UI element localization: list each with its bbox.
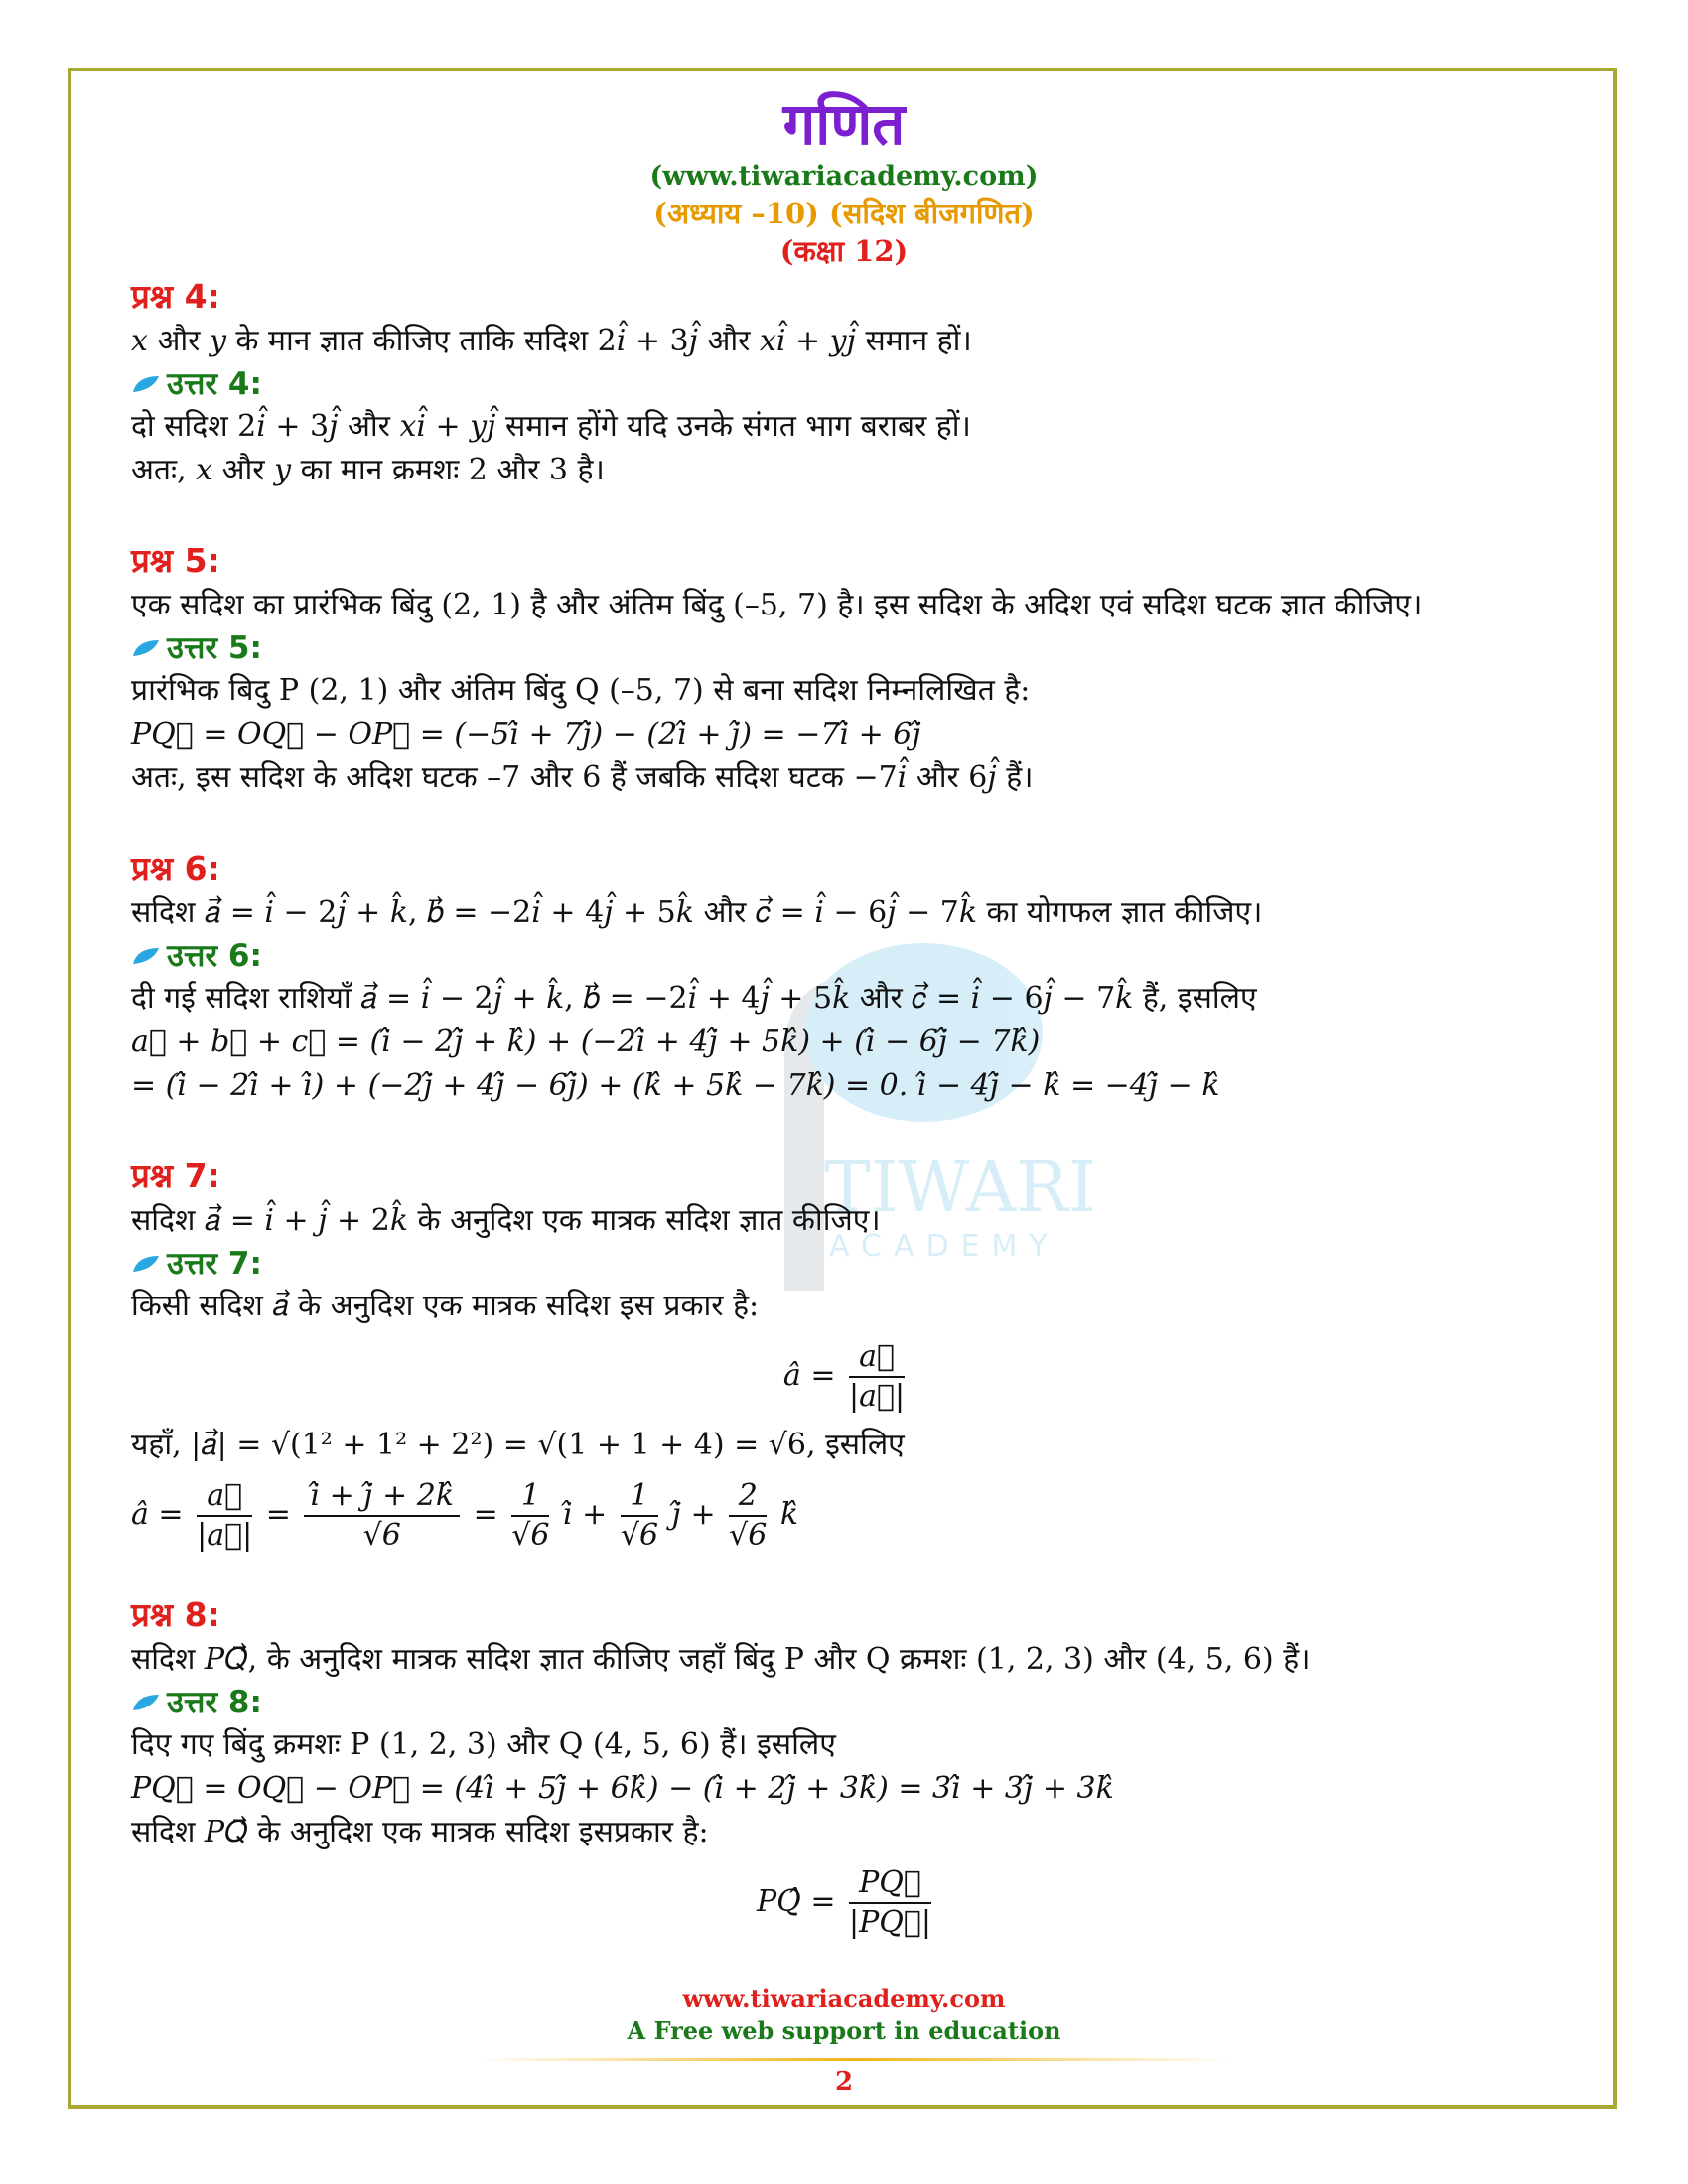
pq-formula-fraction: [849, 1864, 931, 1942]
watermark-sub: ACADEMY: [829, 1229, 1059, 1264]
page-footer: [0, 1983, 1688, 2047]
formula-denominator: |𝑎⃗|: [849, 1379, 906, 1414]
leaf-icon: [131, 374, 161, 394]
result-lhs: 𝑎̂ =: [131, 1497, 184, 1532]
answer-8-line-1: दिए गए बिंदु क्रमशः P (1, 2, 3) और Q (4, 5, 6) हैं। इसलिए: [131, 1727, 836, 1762]
answer-6-line-2: 𝑎⃗ + 𝑏⃗ + 𝑐⃗ = (𝑖̂ − 2𝑗̂ + 𝑘̂) + (−2𝑖̂ + 4𝑗̂ + 5𝑘̂) + (𝑖̂ − 6𝑗̂ − 7𝑘̂): [131, 1024, 1041, 1059]
result-fraction-3: [511, 1477, 549, 1555]
answer-6-line-1: दी गई सदिश राशियाँ 𝑎⃗ = 𝑖̂ − 2𝑗̂ + 𝑘̂, 𝑏⃗ = −2𝑖̂ + 4𝑗̂ + 5𝑘̂ और 𝑐⃗ = 𝑖̂ − 6𝑗̂ − 7𝑘̂ हैं, इसलिए: [131, 981, 1257, 1016]
result-eq-2: =: [473, 1497, 498, 1532]
answer-7-line-2: यहाँ, |𝑎⃗| = √(1² + 1² + 2²) = √(1 + 1 + 4) = √6, इसलिए: [131, 1428, 905, 1462]
answer-7-heading: [131, 1243, 1561, 1285]
question-8-label: प्रश्न 8:: [131, 1595, 220, 1634]
unit-vector-result: [131, 1467, 1561, 1563]
answer-7-line-1: किसी सदिश 𝑎⃗ के अनुदिश एक मात्रक सदिश इस प्रकार है:: [131, 1289, 760, 1323]
footer-tagline: A Free web support in education: [627, 2016, 1061, 2045]
page-header: [0, 89, 1688, 270]
question-7-text: सदिश 𝑎⃗ = 𝑖̂ + 𝑗̂ + 2𝑘̂ के अनुदिश एक मात्रक सदिश ज्ञात कीजिए।: [131, 1203, 881, 1238]
answer-4-heading: [131, 363, 1561, 405]
question-5-label: प्रश्न 5:: [131, 541, 220, 580]
result-f3-num: 1: [511, 1477, 549, 1517]
footer-website[interactable]: www.tiwariacademy.com: [682, 1984, 1006, 2013]
leaf-icon: [131, 1254, 161, 1274]
formula-fraction: [849, 1338, 905, 1416]
result-fraction-4: [621, 1477, 658, 1555]
answer-4-line-1: दो सदिश 2𝑖̂ + 3𝑗̂ और 𝑥𝑖̂ + 𝑦𝑗̂ समान होंगे यदि उनके संगत भाग बराबर हों।: [131, 409, 971, 444]
question-8-text: सदिश 𝑃𝑄⃗, के अनुदिश मात्रक सदिश ज्ञात कीजिए जहाँ बिंदु P और Q क्रमशः (1, 2, 3) और (4, 5, 6) हैं।: [131, 1642, 1311, 1677]
answer-5-label: उत्तर 5:: [167, 630, 262, 666]
chapter-title: (अध्याय –10) (सदिश बीजगणित): [653, 197, 1035, 230]
leaf-icon: [131, 638, 161, 658]
result-f4-den: √6: [620, 1518, 659, 1553]
answer-5-line-2: 𝑃𝑄⃗ = 𝑂𝑄⃗ − 𝑂𝑃⃗ = (−5𝑖̂ + 7𝑗̂) − (2𝑖̂ + 𝑗̂) = −7𝑖̂ + 6𝑗̂: [131, 717, 921, 751]
unit-vector-formula: [131, 1328, 1561, 1424]
class-label: (कक्षा 12): [779, 234, 909, 268]
result-f5-den: √6: [729, 1518, 768, 1553]
answer-4-line-2: अतः, 𝑥 और 𝑦 का मान क्रमशः 2 और 3 है।: [131, 453, 605, 487]
question-6-label: प्रश्न 6:: [131, 849, 220, 887]
answer-5-heading: [131, 627, 1561, 669]
result-f1-num: 𝑎⃗: [197, 1477, 252, 1517]
footer-divider: [477, 2058, 1231, 2061]
result-f1-den: |𝑎⃗|: [197, 1518, 253, 1553]
pq-formula-lhs: 𝑃𝑄̂ =: [757, 1884, 836, 1919]
answer-6-heading: [131, 935, 1561, 977]
question-4-text: 𝑥 और 𝑦 के मान ज्ञात कीजिए ताकि सदिश 2𝑖̂ + 3𝑗̂ और 𝑥𝑖̂ + 𝑦𝑗̂ समान हों।: [131, 324, 972, 358]
result-fraction-1: [197, 1477, 252, 1555]
leaf-icon: [131, 946, 161, 966]
answer-4-label: उत्तर 4:: [167, 366, 262, 402]
answer-8-label: उत्तर 8:: [167, 1685, 262, 1720]
content: [131, 274, 1561, 1950]
result-term-4: 𝑗̂ +: [671, 1497, 716, 1532]
formula-lhs: 𝑎̂ =: [782, 1358, 836, 1393]
result-f2-den: √6: [362, 1518, 401, 1553]
pq-unit-vector-formula: [131, 1854, 1561, 1950]
page-title: गणित: [782, 90, 906, 158]
question-7-label: प्रश्न 7:: [131, 1157, 220, 1195]
result-f5-num: 2: [729, 1477, 767, 1517]
question-4-label: प्रश्न 4:: [131, 277, 220, 316]
result-f3-den: √6: [511, 1518, 550, 1553]
formula-numerator: 𝑎⃗: [849, 1338, 905, 1378]
answer-8-line-2: 𝑃𝑄⃗ = 𝑂𝑄⃗ − 𝑂𝑃⃗ = (4𝑖̂ + 5𝑗̂ + 6𝑘̂) − (𝑖̂ + 2𝑗̂ + 3𝑘̂) = 3𝑖̂ + 3𝑗̂ + 3𝑘̂: [131, 1771, 1114, 1806]
result-fraction-2: [304, 1477, 460, 1555]
page-number: 2: [834, 2067, 854, 2097]
answer-7-label: उत्तर 7:: [167, 1246, 262, 1282]
question-5-text: एक सदिश का प्रारंभिक बिंदु (2, 1) है और अंतिम बिंदु (–5, 7) है। इस सदिश के अदिश एवं सदिश घटक ज्ञात कीजिए।: [131, 588, 1423, 622]
result-f2-num: 𝑖̂ + 𝑗̂ + 2𝑘̂: [304, 1477, 460, 1517]
result-term-3: 𝑖̂ +: [563, 1497, 608, 1532]
answer-5-line-1: प्रारंभिक बिदु P (2, 1) और अंतिम बिंदु Q (–5, 7) से बना सदिश निम्नलिखित है:: [131, 673, 1031, 708]
result-eq-1: =: [265, 1497, 291, 1532]
answer-8-heading: [131, 1682, 1561, 1723]
pq-formula-denominator: |𝑃𝑄⃗|: [849, 1905, 931, 1940]
question-6-text: सदिश 𝑎⃗ = 𝑖̂ − 2𝑗̂ + 𝑘̂, 𝑏⃗ = −2𝑖̂ + 4𝑗̂ + 5𝑘̂ और 𝑐⃗ = 𝑖̂ − 6𝑗̂ − 7𝑘̂ का योगफल ज्ञात कीजिए।: [131, 895, 1263, 930]
result-term-5: 𝑘̂: [779, 1497, 799, 1532]
result-fraction-5: [729, 1477, 767, 1555]
answer-6-line-3: = (𝑖̂ − 2𝑖̂ + 𝑖̂) + (−2𝑗̂ + 4𝑗̂ − 6𝑗̂) + (𝑘̂ + 5𝑘̂ − 7𝑘̂) = 0. 𝑖̂ − 4𝑗̂ − 𝑘̂ = −4𝑗̂ − 𝑘̂: [131, 1068, 1220, 1103]
answer-6-label: उत्तर 6:: [167, 938, 262, 974]
header-website: (www.tiwariacademy.com): [649, 161, 1039, 192]
result-f4-num: 1: [621, 1477, 658, 1517]
pq-formula-numerator: 𝑃𝑄⃗: [849, 1864, 931, 1904]
answer-8-line-3: सदिश 𝑃𝑄⃗ के अनुदिश एक मात्रक सदिश इसप्रकार है:: [131, 1815, 709, 1849]
answer-5-line-3: अतः, इस सदिश के अदिश घटक –7 और 6 हैं जबकि सदिश घटक −7𝑖̂ और 6𝑗̂ हैं।: [131, 760, 1034, 795]
watermark-brand: TIWARI: [824, 1147, 1096, 1228]
leaf-icon: [131, 1693, 161, 1712]
